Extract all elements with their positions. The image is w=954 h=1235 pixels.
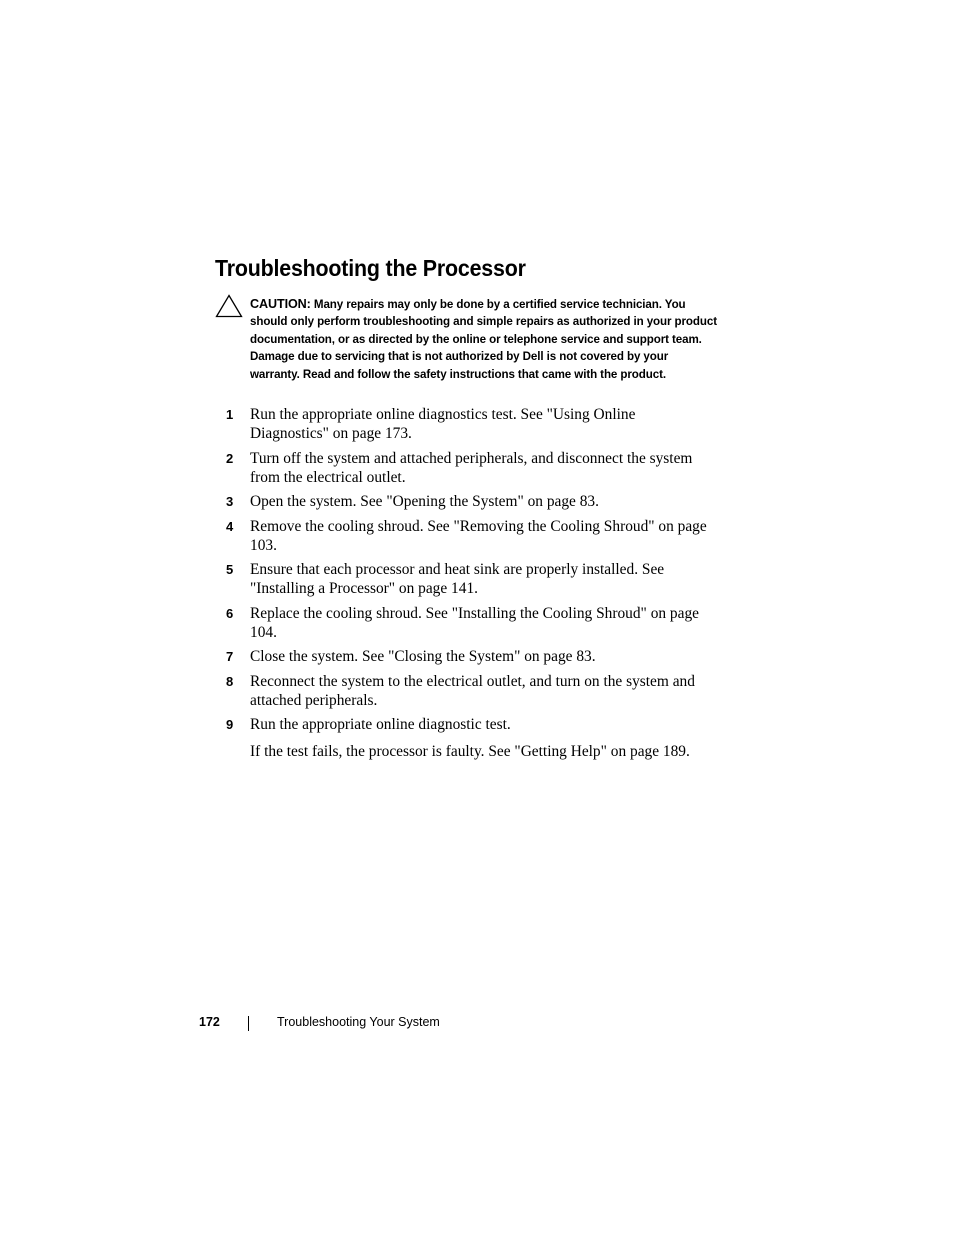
step-number: 3	[226, 494, 234, 509]
footer-divider	[248, 1016, 249, 1031]
step-number: 5	[226, 562, 234, 577]
step-text: Run the appropriate online diagnostic test.	[250, 716, 511, 733]
step-text: Close the system. See "Closing the System" on page 83.	[250, 648, 596, 665]
procedure-steps	[226, 405, 716, 740]
step-text: Turn off the system and attached peripherals, and disconnect the system from the electrical outlet.	[250, 449, 693, 486]
step-number: 4	[226, 518, 234, 534]
caution-label: CAUTION:	[250, 297, 311, 311]
step-item	[226, 647, 716, 666]
step-number: 2	[226, 450, 234, 466]
footer-section-title: Troubleshooting Your System	[277, 1015, 440, 1029]
step-text: Open the system. See "Opening the System" on page 83.	[250, 493, 599, 510]
step-item	[226, 672, 716, 710]
step-item	[226, 405, 716, 443]
step-number: 6	[226, 605, 234, 621]
step-number: 7	[226, 649, 234, 664]
step-item	[226, 449, 716, 487]
caution-triangle-icon	[215, 294, 243, 318]
step-text: Reconnect the system to the electrical outlet, and turn on the system and attached peripherals.	[250, 672, 695, 709]
caution-body: Many repairs may only be done by a certified service technician. You should only perform troubleshooting and simple repairs as authorized in your product documentation, or as directed by the online or telephone service and support team. Damage due to servicing that is not authorized by Dell is not covered by your warranty. Read and follow the safety instructions that came with the product.	[250, 298, 717, 381]
page-number: 172	[199, 1015, 220, 1029]
step-item	[226, 492, 716, 511]
caution-notice	[250, 296, 720, 383]
step-number: 8	[226, 673, 234, 689]
result-note: If the test fails, the processor is faulty. See "Getting Help" on page 189.	[250, 743, 690, 760]
page-title: Troubleshooting the Processor	[215, 255, 526, 281]
step-text: Remove the cooling shroud. See "Removing the Cooling Shroud" on page 103.	[250, 517, 707, 554]
step-text: Replace the cooling shroud. See "Installing the Cooling Shroud" on page 104.	[250, 604, 699, 641]
step-number: 9	[226, 717, 234, 732]
step-text: Run the appropriate online diagnostics test. See "Using Online Diagnostics" on page 173.	[250, 406, 636, 442]
step-item	[226, 715, 716, 734]
step-item	[226, 560, 716, 598]
step-item	[226, 604, 716, 642]
step-item	[226, 517, 716, 555]
step-text: Ensure that each processor and heat sink are properly installed. See "Installing a Processor" on page 141.	[250, 561, 665, 597]
step-number: 1	[226, 407, 234, 422]
